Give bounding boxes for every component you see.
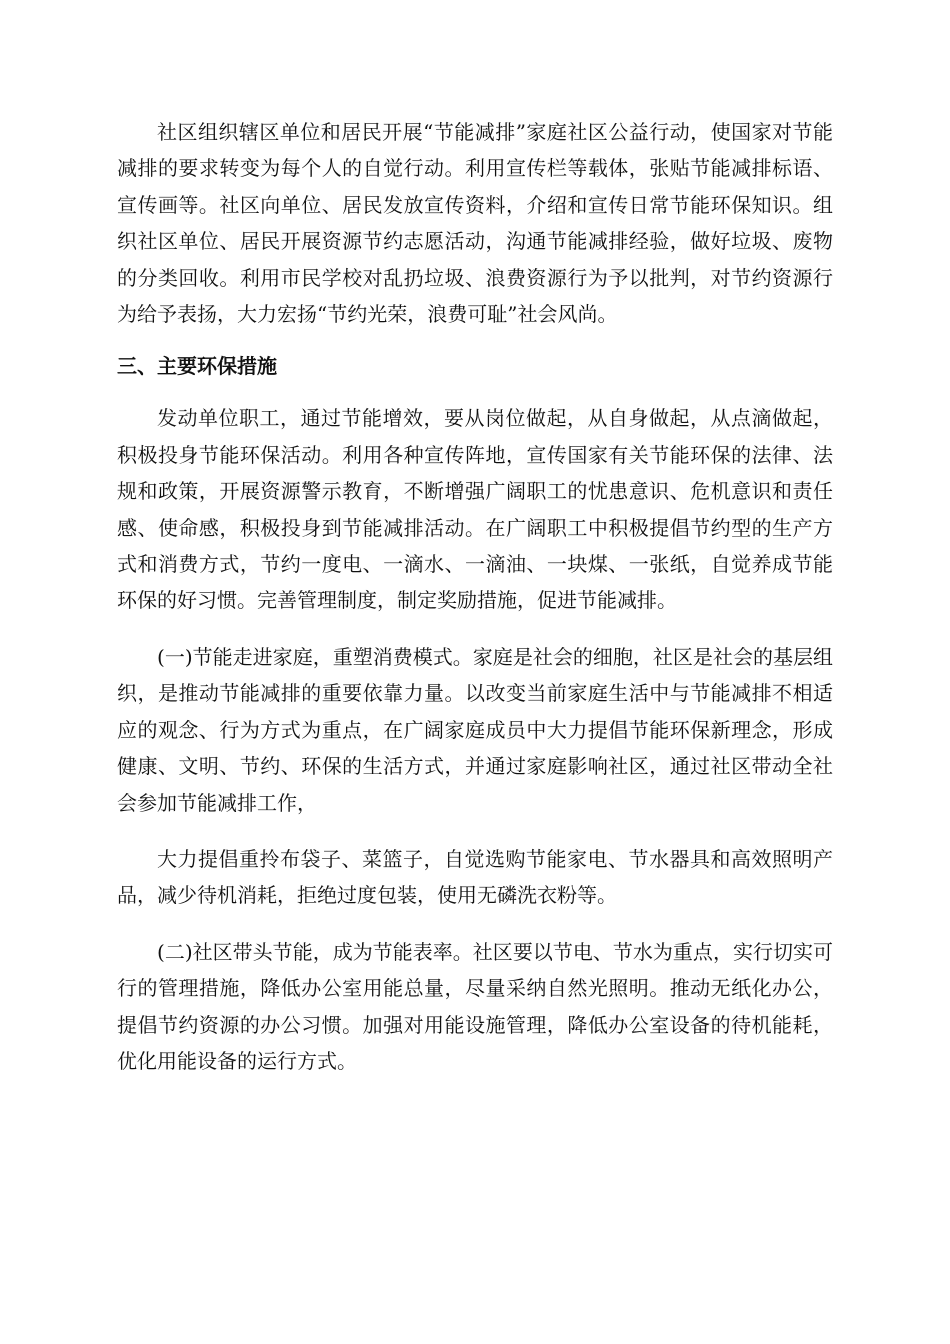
paragraph-energy-saving-homes: (一)节能走进家庭，重塑消费模式。家庭是社会的细胞，社区是社会的基层组织，是推动节能减排的重要依靠力量。以改变当前家庭生活中与节能减排不相适应的观念、行为方式为重点，在广阔家庭成员中大力提倡节能环保新理念，形成健康、文明、节约、环保的生活方式，并通过家庭影响社区，通过社区带动全社会参加节能减排工作， — [117, 644, 833, 815]
document-page — [117, 114, 833, 1079]
paragraph-community-campaign: 社区组织辖区单位和居民开展“节能减排”家庭社区公益行动，使国家对节能减排的要求转变为每个人的自觉行动。利用宣传栏等载体，张贴节能减排标语、宣传画等。社区向单位、居民发放宣传资料，介绍和宣传日常节能环保知识。组织社区单位、居民开展资源节约志愿活动，沟通节能减排经验，做好垃圾、废物的分类回收。利用市民学校对乱扔垃圾、浪费资源行为予以批判，对节约资源行为给予表扬，大力宏扬“节约光荣，浪费可耻”社会风尚。 — [117, 120, 833, 327]
section-heading-main-measures: 三、主要环保措施 — [117, 354, 277, 379]
paragraph-promote-reusable-bags: 大力提倡重拎布袋子、菜篮子，自觉选购节能家电、节水器具和高效照明产品，减少待机消耗，拒绝过度包装，使用无磷洗衣粉等。 — [117, 846, 833, 908]
paragraph-community-lead-saving: (二)社区带头节能，成为节能表率。社区要以节电、节水为重点，实行切实可行的管理措施，降低办公室用能总量，尽量采纳自然光照明。推动无纸化办公，提倡节约资源的办公习惯。加强对用能设施管理，降低办公室设备的待机能耗，优化用能设备的运行方式。 — [117, 939, 833, 1073]
paragraph-mobilize-staff: 发动单位职工，通过节能增效，要从岗位做起，从自身做起，从点滴做起，积极投身节能环保活动。利用各种宣传阵地，宣传国家有关节能环保的法律、法规和政策，开展资源警示教育，不断增强广阔职工的忧患意识、危机意识和责任感、使命感，积极投身到节能减排活动。在广阔职工中积极提倡节约型的生产方式和消费方式，节约一度电、一滴水、一滴油、一块煤、一张纸，自觉养成节能环保的好习惯。完善管理制度，制定奖励措施，促进节能减排。 — [117, 406, 833, 613]
